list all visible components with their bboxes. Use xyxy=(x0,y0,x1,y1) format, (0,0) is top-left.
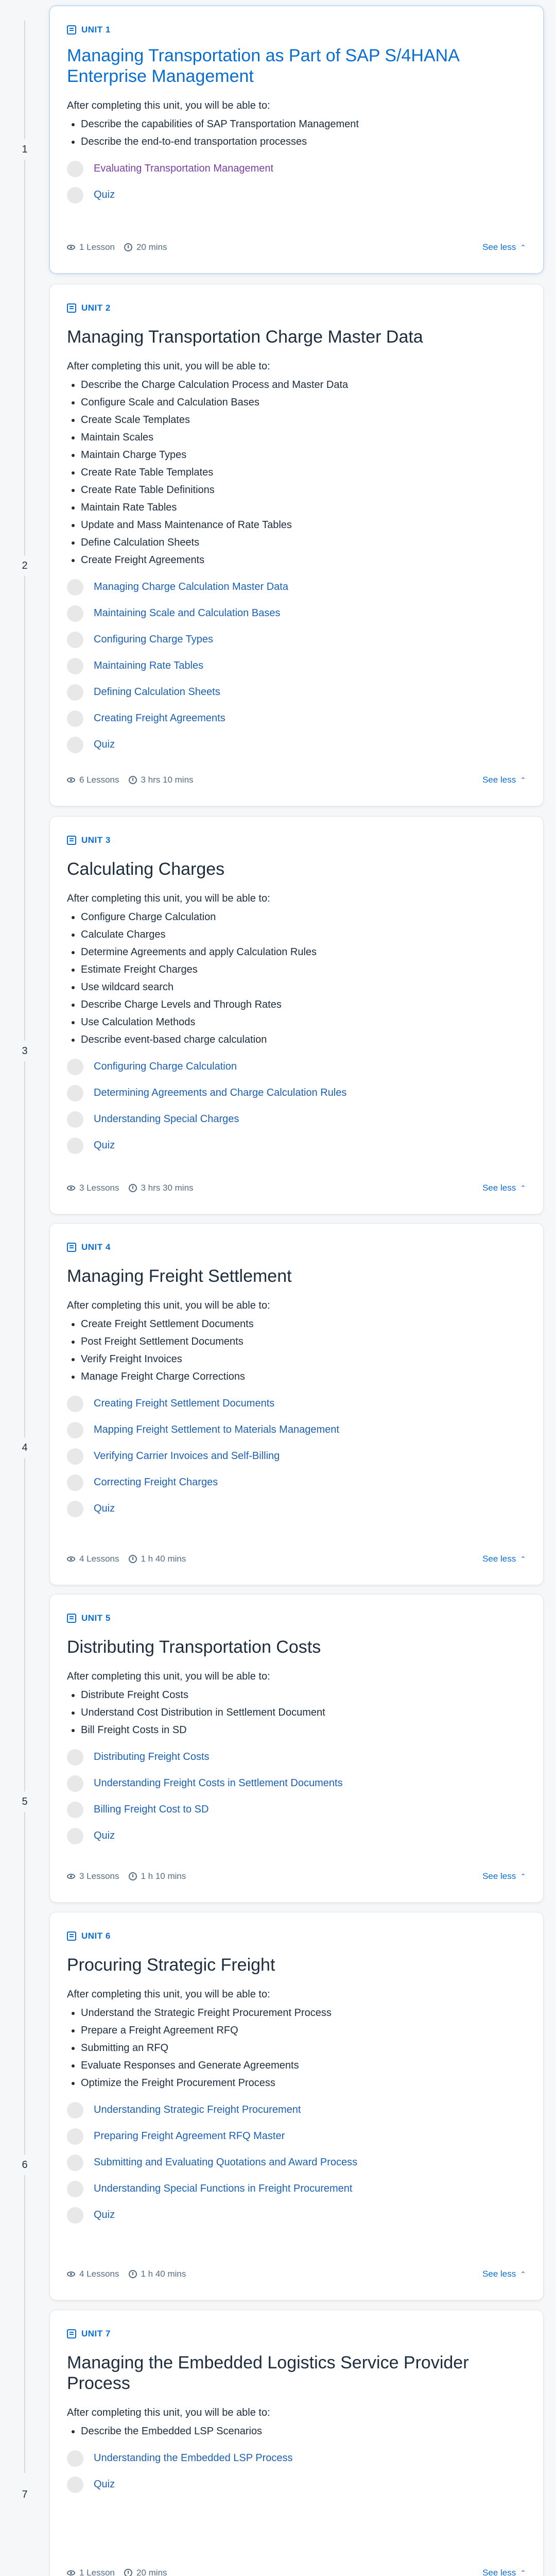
lesson-link[interactable]: Verifying Carrier Invoices and Self-Billing xyxy=(94,1450,280,1462)
lesson-status-circle xyxy=(67,632,83,648)
lesson-status-circle xyxy=(67,2181,83,2197)
duration-text: 1 h 10 mins xyxy=(141,1871,186,1881)
lesson-status-circle xyxy=(67,1749,83,1766)
lesson-item xyxy=(67,653,520,679)
unit-timeline xyxy=(0,0,51,2576)
lesson-status-circle xyxy=(67,710,83,727)
eye-icon xyxy=(67,1874,75,1879)
lesson-status-circle xyxy=(67,658,83,674)
unit-book-icon xyxy=(67,1614,76,1623)
see-less-label: See less xyxy=(482,1554,516,1564)
unit-footer xyxy=(67,775,526,785)
lesson-status-circle xyxy=(67,1775,83,1792)
unit-book-icon xyxy=(67,2329,76,2338)
objectives-intro: After completing this unit, you will be able to: xyxy=(67,1671,270,1682)
lesson-item xyxy=(67,1496,520,1522)
see-less-button[interactable] xyxy=(482,1554,526,1564)
objective-item: • Configure Charge Calculation xyxy=(81,908,317,926)
lesson-link[interactable]: Understanding Special Functions in Freight Procurement xyxy=(94,2183,353,2194)
lesson-status-circle xyxy=(67,684,83,701)
unit-footer xyxy=(67,1871,526,1882)
objective-item: • Update and Mass Maintenance of Rate Tables xyxy=(81,516,348,534)
lesson-link[interactable]: Mapping Freight Settlement to Materials Management xyxy=(94,1424,339,1435)
see-less-button[interactable] xyxy=(482,242,526,252)
unit-title: Managing the Embedded Logistics Service Provider Process xyxy=(67,2353,469,2393)
lesson-count xyxy=(67,775,194,785)
unit-book-icon xyxy=(67,1931,76,1941)
lesson-link[interactable]: Evaluating Transportation Management xyxy=(94,163,274,174)
unit-label xyxy=(67,2329,111,2339)
lesson-link[interactable]: Understanding Strategic Freight Procurement xyxy=(94,2104,301,2115)
see-less-label: See less xyxy=(482,1183,516,1193)
objective-item: • Configure Scale and Calculation Bases xyxy=(81,394,348,411)
lesson-count-text: 3 Lessons xyxy=(79,1183,119,1193)
lesson-count xyxy=(67,2568,167,2576)
chevron-up-icon: ⌃ xyxy=(520,775,526,784)
objectives-list xyxy=(81,1315,254,1385)
lesson-list xyxy=(67,1391,520,1522)
lesson-item xyxy=(67,1797,520,1823)
unit-label xyxy=(67,303,111,313)
unit-label-text: UNIT 3 xyxy=(81,835,111,845)
objective-item: • Verify Freight Invoices xyxy=(81,1350,254,1368)
unit-title: Distributing Transportation Costs xyxy=(67,1637,321,1657)
lesson-list xyxy=(67,156,520,208)
lesson-item xyxy=(67,1080,520,1106)
chevron-up-icon: ⌃ xyxy=(520,2568,526,2576)
objectives-intro: After completing this unit, you will be able to: xyxy=(67,893,270,904)
lesson-status-circle xyxy=(67,1059,83,1075)
duration-text: 3 hrs 10 mins xyxy=(141,775,194,785)
lesson-item xyxy=(67,1744,520,1770)
unit-title[interactable]: Managing Transportation as Part of SAP S/4HANA Enterprise Management xyxy=(67,46,459,86)
lesson-status-circle xyxy=(67,1802,83,1818)
lesson-list xyxy=(67,2445,520,2498)
lesson-item xyxy=(67,1391,520,1417)
unit-label xyxy=(67,1242,111,1252)
lesson-link[interactable]: Preparing Freight Agreement RFQ Master xyxy=(94,2130,285,2142)
lesson-link[interactable]: Managing Charge Calculation Master Data xyxy=(94,581,288,592)
lesson-list xyxy=(67,2097,520,2228)
chevron-up-icon: ⌃ xyxy=(520,2269,526,2278)
duration-text: 20 mins xyxy=(136,242,167,252)
lesson-link[interactable]: Quiz xyxy=(94,1503,115,1514)
lesson-count xyxy=(67,1871,186,1882)
clock-icon xyxy=(129,1555,137,1563)
objective-item: • Create Freight Agreements xyxy=(81,551,348,569)
lesson-item xyxy=(67,2123,520,2149)
see-less-button[interactable] xyxy=(482,1183,526,1193)
objective-item: • Use wildcard search xyxy=(81,978,317,996)
lesson-link[interactable]: Quiz xyxy=(94,2479,115,2490)
chevron-up-icon: ⌃ xyxy=(520,1554,526,1563)
objective-item: • Understand Cost Distribution in Settlement Document xyxy=(81,1704,325,1721)
unit-card xyxy=(50,817,543,1214)
lesson-status-circle xyxy=(67,1396,83,1412)
lesson-item xyxy=(67,679,520,705)
clock-icon xyxy=(129,776,137,784)
lesson-status-circle xyxy=(67,1138,83,1154)
lesson-status-circle xyxy=(67,2102,83,2119)
objectives-intro: After completing this unit, you will be able to: xyxy=(67,1989,270,2000)
lesson-item xyxy=(67,2202,520,2228)
objectives-intro: After completing this unit, you will be able to: xyxy=(67,2407,270,2418)
lesson-list xyxy=(67,1054,520,1159)
lesson-status-circle xyxy=(67,161,83,177)
lesson-link[interactable]: Understanding the Embedded LSP Process xyxy=(94,2452,293,2464)
lesson-count-text: 4 Lessons xyxy=(79,1554,119,1564)
lesson-status-circle xyxy=(67,1111,83,1128)
objective-item: • Distribute Freight Costs xyxy=(81,1686,325,1704)
unit-label xyxy=(67,25,111,35)
objectives-intro: After completing this unit, you will be able to: xyxy=(67,361,270,372)
unit-step-number: 7 xyxy=(14,2484,35,2505)
lesson-link[interactable]: Correcting Freight Charges xyxy=(94,1477,218,1488)
lesson-item xyxy=(67,1054,520,1080)
eye-icon xyxy=(67,777,75,783)
unit-footer xyxy=(67,2568,526,2576)
unit-footer xyxy=(67,242,526,252)
unit-card xyxy=(50,2310,543,2576)
unit-title: Managing Transportation Charge Master Data xyxy=(67,327,423,347)
lesson-status-circle xyxy=(67,2128,83,2145)
lesson-link[interactable]: Quiz xyxy=(94,1140,115,1151)
objective-item: • Create Scale Templates xyxy=(81,411,348,429)
lesson-link[interactable]: Quiz xyxy=(94,1830,115,1841)
lesson-item xyxy=(67,600,520,626)
eye-icon xyxy=(67,2570,75,2575)
see-less-label: See less xyxy=(482,242,516,252)
duration-text: 3 hrs 30 mins xyxy=(141,1183,194,1193)
objective-item: • Create Rate Table Definitions xyxy=(81,481,348,499)
objective-item: • Describe event-based charge calculation xyxy=(81,1031,317,1048)
lesson-count-text: 4 Lessons xyxy=(79,2269,119,2279)
lesson-link[interactable]: Maintaining Rate Tables xyxy=(94,660,204,671)
lesson-item xyxy=(67,1417,520,1443)
lesson-item xyxy=(67,2445,520,2471)
objective-item: • Describe the capabilities of SAP Transportation Management xyxy=(81,115,359,133)
lesson-link[interactable]: Quiz xyxy=(94,2209,115,2221)
chevron-up-icon: ⌃ xyxy=(520,1183,526,1192)
lesson-link[interactable]: Billing Freight Cost to SD xyxy=(94,1804,209,1815)
unit-step-number: 6 xyxy=(14,2155,35,2175)
unit-label-text: UNIT 7 xyxy=(81,2329,111,2338)
objective-item: • Describe Charge Levels and Through Rates xyxy=(81,996,317,1013)
lesson-count xyxy=(67,1554,186,1564)
objective-item: • Define Calculation Sheets xyxy=(81,534,348,551)
objective-item: • Optimize the Freight Procurement Process xyxy=(81,2074,332,2092)
lesson-item xyxy=(67,2176,520,2202)
lesson-list xyxy=(67,574,520,758)
lesson-item xyxy=(67,1132,520,1159)
unit-label xyxy=(67,1613,111,1623)
lesson-item xyxy=(67,156,520,182)
unit-step-number: 5 xyxy=(14,1791,35,1812)
lesson-status-circle xyxy=(67,2450,83,2467)
objective-item: • Maintain Rate Tables xyxy=(81,499,348,516)
objectives-list xyxy=(81,908,317,1048)
unit-step-number: 3 xyxy=(14,1041,35,1061)
unit-label xyxy=(67,835,111,845)
clock-icon xyxy=(129,2270,137,2278)
unit-step-number: 1 xyxy=(14,139,35,160)
lesson-status-circle xyxy=(67,2207,83,2224)
lesson-item xyxy=(67,705,520,732)
lesson-status-circle xyxy=(67,1501,83,1517)
unit-book-icon xyxy=(67,1243,76,1252)
chevron-up-icon: ⌃ xyxy=(520,1872,526,1880)
see-less-button[interactable] xyxy=(482,775,526,785)
lesson-count-text: 6 Lessons xyxy=(79,775,119,785)
unit-step-number: 2 xyxy=(14,555,35,576)
objective-item: • Submitting an RFQ xyxy=(81,2039,332,2057)
lesson-link[interactable]: Configuring Charge Types xyxy=(94,634,213,645)
objective-item: • Use Calculation Methods xyxy=(81,1013,317,1031)
see-less-label: See less xyxy=(482,775,516,785)
duration-text: 1 h 40 mins xyxy=(141,2269,186,2279)
objective-item: • Describe the Embedded LSP Scenarios xyxy=(81,2422,262,2440)
lesson-link[interactable]: Creating Freight Agreements xyxy=(94,713,225,724)
lesson-item xyxy=(67,1770,520,1797)
objective-item: • Estimate Freight Charges xyxy=(81,961,317,978)
lesson-item xyxy=(67,1443,520,1469)
lesson-item xyxy=(67,1106,520,1132)
objective-item: • Evaluate Responses and Generate Agreements xyxy=(81,2057,332,2074)
unit-label-text: UNIT 4 xyxy=(81,1242,111,1252)
objective-item: • Determine Agreements and apply Calculation Rules xyxy=(81,943,317,961)
lesson-item xyxy=(67,1823,520,1849)
objective-item: • Post Freight Settlement Documents xyxy=(81,1333,254,1350)
unit-card xyxy=(50,284,543,806)
lesson-status-circle xyxy=(67,187,83,204)
unit-step-number: 4 xyxy=(14,1437,35,1458)
objective-item: • Create Freight Settlement Documents xyxy=(81,1315,254,1333)
unit-label-text: UNIT 1 xyxy=(81,25,111,35)
lesson-status-circle xyxy=(67,737,83,753)
objective-item: • Describe the end-to-end transportation processes xyxy=(81,133,359,150)
clock-icon xyxy=(124,2569,132,2576)
lesson-link[interactable]: Understanding Freight Costs in Settlement Documents xyxy=(94,1777,343,1789)
lesson-status-circle xyxy=(67,2477,83,2493)
see-less-button[interactable] xyxy=(482,2568,526,2576)
lesson-list xyxy=(67,1744,520,1849)
lesson-link[interactable]: Configuring Charge Calculation xyxy=(94,1061,237,1072)
see-less-label: See less xyxy=(482,1871,516,1881)
see-less-label: See less xyxy=(482,2568,516,2576)
objective-item: • Manage Freight Charge Corrections xyxy=(81,1368,254,1385)
eye-icon xyxy=(67,1556,75,1562)
lesson-item xyxy=(67,574,520,600)
lesson-status-circle xyxy=(67,1475,83,1491)
eye-icon xyxy=(67,2272,75,2277)
unit-card xyxy=(50,1224,543,1585)
objective-item: • Maintain Charge Types xyxy=(81,446,348,464)
unit-title: Managing Freight Settlement xyxy=(67,1266,292,1286)
eye-icon xyxy=(67,1185,75,1191)
lesson-count xyxy=(67,2269,186,2279)
objectives-list xyxy=(81,376,348,569)
objective-item: • Understand the Strategic Freight Procurement Process xyxy=(81,2004,332,2022)
unit-title: Procuring Strategic Freight xyxy=(67,1955,275,1975)
objective-item: • Describe the Charge Calculation Process and Master Data xyxy=(81,376,348,394)
lesson-link[interactable]: Creating Freight Settlement Documents xyxy=(94,1398,275,1409)
duration-text: 20 mins xyxy=(136,2568,167,2576)
unit-title: Calculating Charges xyxy=(67,859,225,879)
see-less-button[interactable] xyxy=(482,2269,526,2279)
unit-label-text: UNIT 2 xyxy=(81,303,111,313)
unit-card xyxy=(50,1912,543,2300)
objectives-intro: After completing this unit, you will be able to: xyxy=(67,100,270,111)
unit-footer xyxy=(67,2269,526,2279)
unit-label-text: UNIT 6 xyxy=(81,1931,111,1941)
unit-label-text: UNIT 5 xyxy=(81,1613,111,1623)
lesson-status-circle xyxy=(67,1422,83,1438)
lesson-count-text: 3 Lessons xyxy=(79,1871,119,1881)
objective-item: • Create Rate Table Templates xyxy=(81,464,348,481)
lesson-link[interactable]: Defining Calculation Sheets xyxy=(94,686,220,698)
see-less-label: See less xyxy=(482,2269,516,2279)
lesson-link[interactable]: Determining Agreements and Charge Calculation Rules xyxy=(94,1087,347,1098)
objectives-intro: After completing this unit, you will be able to: xyxy=(67,1300,270,1311)
lesson-item xyxy=(67,2471,520,2498)
lesson-count xyxy=(67,242,167,252)
unit-book-icon xyxy=(67,836,76,845)
duration-text: 1 h 40 mins xyxy=(141,1554,186,1564)
lesson-status-circle xyxy=(67,1085,83,1101)
lesson-status-circle xyxy=(67,1448,83,1465)
lesson-item xyxy=(67,2097,520,2123)
lesson-item xyxy=(67,732,520,758)
lesson-link[interactable]: Understanding Special Charges xyxy=(94,1113,239,1125)
timeline-line xyxy=(24,21,25,2473)
lesson-count-text: 1 Lesson xyxy=(79,2568,115,2576)
lesson-status-circle xyxy=(67,579,83,596)
see-less-button[interactable] xyxy=(482,1871,526,1882)
lesson-item xyxy=(67,182,520,208)
lesson-item xyxy=(67,2149,520,2176)
lesson-count xyxy=(67,1183,194,1193)
objectives-list xyxy=(81,115,359,150)
lesson-count-text: 1 Lesson xyxy=(79,242,115,252)
lesson-link[interactable]: Quiz xyxy=(94,189,115,200)
unit-card xyxy=(50,6,543,273)
lesson-link[interactable]: Maintaining Scale and Calculation Bases xyxy=(94,607,281,619)
unit-book-icon xyxy=(67,303,76,313)
unit-book-icon xyxy=(67,25,76,35)
lesson-link[interactable]: Distributing Freight Costs xyxy=(94,1751,210,1762)
unit-card xyxy=(50,1595,543,1902)
chevron-up-icon: ⌃ xyxy=(520,243,526,251)
objectives-list xyxy=(81,2004,332,2092)
lesson-status-circle xyxy=(67,605,83,622)
lesson-link[interactable]: Quiz xyxy=(94,739,115,750)
lesson-status-circle xyxy=(67,2155,83,2171)
unit-label xyxy=(67,1931,111,1941)
objectives-list xyxy=(81,2422,262,2440)
unit-footer xyxy=(67,1554,526,1564)
objective-item: • Prepare a Freight Agreement RFQ xyxy=(81,2022,332,2039)
clock-icon xyxy=(129,1184,137,1192)
objective-item: • Maintain Scales xyxy=(81,429,348,446)
clock-icon xyxy=(124,243,132,251)
eye-icon xyxy=(67,245,75,250)
objective-item: • Bill Freight Costs in SD xyxy=(81,1721,325,1739)
lesson-link[interactable]: Submitting and Evaluating Quotations and Award Process xyxy=(94,2157,358,2168)
lesson-item xyxy=(67,626,520,653)
objectives-list xyxy=(81,1686,325,1739)
lesson-item xyxy=(67,1469,520,1496)
objective-item: • Calculate Charges xyxy=(81,926,317,943)
clock-icon xyxy=(129,1872,137,1880)
unit-footer xyxy=(67,1183,526,1193)
lesson-status-circle xyxy=(67,1828,83,1844)
